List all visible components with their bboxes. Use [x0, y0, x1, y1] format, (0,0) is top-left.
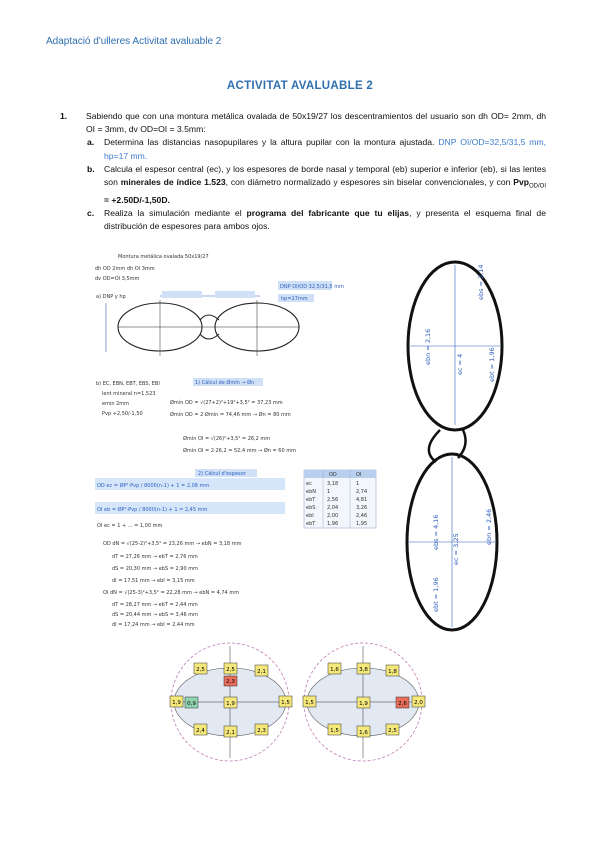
note-line: dI = 17,24 mm → ebI = 2,44 mm — [112, 622, 195, 628]
right-lens-labels — [424, 264, 496, 612]
sim-value: 2,6 — [398, 701, 407, 707]
table-cell: 2,46 — [356, 513, 368, 519]
sim-value: 1,5 — [305, 700, 314, 706]
note-line: dS = 20,44 mm → ebS = 3,46 mm — [112, 612, 198, 618]
item-text: Determina las distancias nasopupilares y la altura pupilar con la montura ajustada. — [104, 137, 435, 148]
note-box: DNP OI/OD 32,5/31,5 mm — [280, 284, 344, 290]
note-line: OI dN = √(25-3)²+3,5² = 22,28 mm → ebN = 4,74 mm — [103, 590, 240, 596]
sim-value: 2,3 — [257, 728, 266, 734]
item-bold: programa del fabricante que tu elijas — [246, 208, 410, 219]
item-letter: a. — [87, 137, 95, 148]
item-letter: c. — [87, 208, 95, 219]
note-line: b) EC, EBN, EBT, EBS, EBI — [96, 381, 160, 387]
table-cell: 2,74 — [356, 489, 368, 495]
note-line: 1) Càlcul de Ømín → Øn — [195, 380, 255, 386]
sim-value: 1,9 — [172, 700, 181, 706]
table-cell: 1,95 — [356, 521, 368, 527]
table-cell: 1 — [356, 481, 360, 487]
item-sub: OD/OI — [528, 183, 546, 190]
sim-value: 1,9 — [226, 701, 235, 707]
simulation-right — [303, 643, 425, 761]
table-cell: 1,96 — [327, 521, 339, 527]
note-line: a) DNP y hp — [96, 294, 126, 300]
item-letter: b. — [87, 163, 95, 174]
sim-value: 0,9 — [187, 701, 196, 707]
note-line: emin 2mm — [102, 401, 130, 407]
table-cell: 2,04 — [327, 505, 339, 511]
question-number: 1. — [60, 111, 68, 121]
item-text: , con diámetro normalizado y espesores sin biselar convencionales, y con — [225, 177, 514, 188]
note-line: dI = 17,51 mm → ebI = 3,15 mm — [112, 578, 195, 584]
lens-label: ebn = 2,16 — [424, 328, 432, 365]
lens-label: ec = 4 — [456, 353, 464, 375]
item-bold: = +2.50D/-1,50D. — [104, 194, 170, 205]
table-cell: 3,18 — [327, 481, 339, 487]
item-text: Calcula el espesor central (ec), y los espesores de borde nasal y temporal (eb — [104, 163, 405, 174]
note-line: dT = 28,27 mm → ebT = 2,44 mm — [112, 602, 198, 608]
item-bold: minerales de índice 1.523 — [120, 177, 226, 188]
table-cell: ebI — [306, 513, 314, 519]
lens-label: ebs = 2,14 — [477, 264, 485, 300]
table-cell: 1 — [327, 489, 331, 495]
table-cell: 4,81 — [356, 497, 368, 503]
note-line: Montura metálica ovalada 50x19/27 — [118, 254, 209, 260]
right-lens-drawing — [407, 262, 502, 630]
sim-value: 1,6 — [330, 667, 339, 673]
page-title: ACTIVITAT AVALUABLE 2 — [226, 80, 374, 92]
sim-value: 2,0 — [414, 700, 423, 706]
item-answer: DNP OI/OD=32,5/31,5 mm, hp=17 mm. — [104, 137, 546, 161]
table-cell: 2,56 — [327, 497, 339, 503]
lens-label: ec = 3,25 — [452, 533, 460, 565]
highlight — [162, 291, 202, 298]
frame-sketch — [118, 300, 300, 356]
sim-value: 1,5 — [330, 728, 339, 734]
lens-label: ebt = 1,96 — [432, 577, 440, 612]
lens-label: ebn = 2,46 — [485, 508, 493, 545]
sim-value: 1,6 — [359, 730, 368, 736]
simulation-left — [170, 643, 292, 761]
item-text: , y presenta el esquema final de distribución de espesores para ambos ojos. — [104, 208, 546, 232]
highlight — [215, 291, 255, 298]
note-line: Ømín OI = 2·26,2 = 52,4 mm → Øn = 60 mm — [183, 448, 297, 454]
sim-value: 2,1 — [257, 669, 266, 675]
note-line: Ømín OD = 2·Ømín = 74,46 mm → Øn = 80 mm — [170, 412, 291, 418]
note-line: dS = 20,30 mm → ebS = 2,90 mm — [112, 566, 198, 572]
table-cell: 2,00 — [327, 513, 339, 519]
item-text: ), si las lentes son — [104, 163, 546, 188]
right-lens-dims — [408, 265, 500, 627]
table-cell: ec — [306, 481, 312, 487]
table-cell: ebT — [306, 521, 316, 527]
sim-value: 1,5 — [281, 700, 290, 706]
table-cell: ebT — [306, 497, 316, 503]
sim-value: 2,3 — [226, 679, 235, 685]
table-header: OD — [329, 472, 337, 478]
item-text: Realiza la simulación mediante el — [104, 208, 247, 219]
sim-value: 2,5 — [226, 667, 235, 673]
thickness-table — [304, 470, 376, 528]
table-cell: 3,26 — [356, 505, 368, 511]
lens-label: ebt = 1,96 — [488, 347, 496, 382]
note-line: lent mineral n=1,523 — [102, 391, 156, 397]
note-line: OD dN = √(25-2)²+3,5² = 23,26 mm → ebN = 3,18 mm — [103, 541, 242, 547]
note-line: 2) Càlcul d'espesor — [198, 471, 246, 477]
lens-label: ebs = 4,16 — [432, 514, 440, 550]
note-box: hp=17mm — [281, 296, 308, 302]
sim-value: 1,8 — [388, 669, 397, 675]
table-cell: ebN — [306, 489, 316, 495]
page-header: Adaptació d'ulleres Activitat avaluable 2 — [46, 36, 222, 47]
note-line: dh OD 2mm dh OI 3mm — [95, 266, 155, 272]
sim-value: 2,1 — [226, 730, 235, 736]
sim-value: 2,5 — [196, 667, 205, 673]
note-line: Ømín OD = √(27+2)²+19²+3,5² = 37,23 mm — [170, 400, 283, 406]
table-header: OI — [356, 472, 362, 478]
note-line: OI ec = 1 + ... = 1,00 mm — [97, 523, 163, 529]
item-bold: Pvp — [513, 177, 529, 188]
table-cell: ebS — [306, 505, 316, 511]
note-line: dT = 27,26 mm → ebT = 2,76 mm — [112, 554, 198, 560]
sim-value: 2,4 — [196, 728, 205, 734]
note-line: Pvp +2,50/-1,50 — [102, 411, 143, 417]
sim-value: 3,8 — [359, 667, 368, 673]
question-text: Sabiendo que con una montura metálica ovalada de 50x19/27 los descentramientos del usuario son dh OD= 2mm, dh OI = 3mm, dv OD=OI = 3.5mm: — [86, 111, 546, 135]
note-line: OD ec = ØP²·Pvp / 8000(n-1) + 1 = 2,08 mm — [97, 483, 210, 489]
note-line: Ømín OI = √(26)²+3,5² = 26,2 mm — [183, 436, 271, 442]
sim-value: 1,9 — [359, 701, 368, 707]
note-line: OI eb = ØP²·Pvp / 8000(n-1) + 1 = 2,45 mm — [97, 507, 208, 513]
sim-value: 2,5 — [388, 728, 397, 734]
note-line: dv OD=OI 3,5mm — [95, 276, 140, 282]
item-text: ) superior e inferior (eb — [404, 163, 493, 174]
